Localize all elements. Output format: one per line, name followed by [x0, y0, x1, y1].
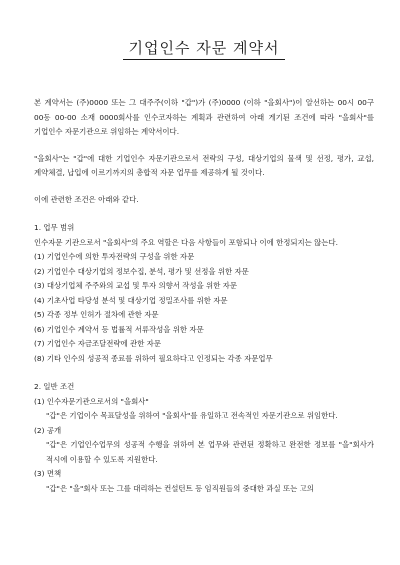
scope-item: (4) 기초사업 타당성 분석 및 대상기업 정밀조사를 위한 자문 — [34, 295, 228, 305]
section2-sub3-body: "갑"은 "을"회사 또는 그를 대리하는 컨설턴트 등 임직원들의 중대한 과실 또는 고의 — [46, 483, 314, 493]
scope-item: (1) 기업인수에 의한 투자전략의 구성을 위한 자문 — [34, 252, 195, 261]
section1-heading: 1. 업무 범위 — [34, 223, 75, 232]
section2-sub2-heading: (2) 공개 — [34, 425, 62, 435]
conditions-lead: 이에 관련한 조건은 아래와 같다. — [34, 194, 139, 204]
section1-lead: 인수자문 기관으로서 "을회사"의 주요 역할은 다음 사항들이 포함되나 이에 한정되지는 않는다. — [34, 237, 338, 247]
scope-item: (5) 각종 정부 인허가 절차에 관한 자문 — [34, 310, 159, 319]
scope-item: (8) 기타 인수의 성공적 종료를 위하여 필요하다고 인정되는 각종 자문업무 — [34, 353, 273, 363]
section2-sub1-body: "갑"은 기업이수 목표달성을 위하여 "을회사"를 유일하고 전속적인 자문기관으로 위임한다. — [46, 411, 338, 420]
scope-item: (7) 기업인수 자금조달전략에 관한 자문 — [34, 339, 161, 348]
intro-paragraph: 본 계약서는 (주)0000 또는 그 대주주(이하 "갑")가 (주)0000 (이하 "을회사")이 알선하는 00시 00구 00동 00-00 소재 0000회사를 인수코자하는 계획과 관련하여 아래 게기된 조건에 따라 "을회사"를 기업인수 자문기관으로 위임하는 계약서이다. — [34, 98, 374, 136]
title-container — [34, 0, 374, 60]
scope-item: (6) 기업인수 계약서 등 법률적 서류작성을 위한 자문 — [34, 324, 204, 334]
section2-sub2-body: "갑"은 기업인수업무의 성공적 수행을 위하여 본 업무와 관련된 정확하고 완전한 정보를 "을"회사가 적시에 이용할 수 있도록 지원한다. — [46, 440, 374, 464]
document-title: 기업인수 자문 계약서 — [123, 39, 286, 60]
section2-sub3-heading: (3) 면책 — [34, 469, 62, 478]
role-paragraph: "을회사"는 "갑"에 대한 기업인수 자문기관으로서 전략의 구성, 대상기업의 물색 및 선정, 평가, 교섭, 계약체결, 납입에 이르기까지의 총합적 자문 업무를 제공하게 될 것이다. — [34, 153, 374, 177]
section2-heading: 2. 일반 조건 — [34, 382, 75, 391]
scope-item: (3) 대상기업체 주주와의 교섭 및 투자 의향서 작성을 위한 자문 — [34, 281, 237, 290]
scope-item: (2) 기업인수 대상기업의 정보수집, 분석, 평가 및 선정을 위한 자문 — [34, 266, 249, 276]
section2-sub1-heading: (1) 인수자문기관으로서의 "을회사" — [34, 396, 149, 406]
